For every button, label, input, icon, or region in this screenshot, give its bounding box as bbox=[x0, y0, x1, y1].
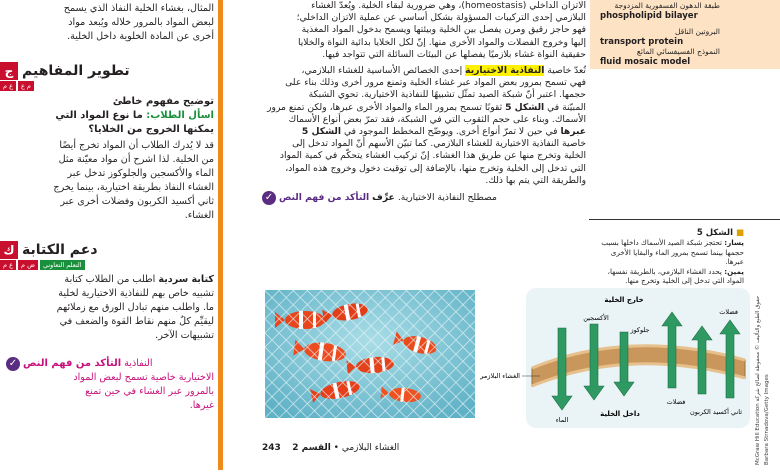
label-outside: خارج الخلية bbox=[604, 296, 644, 304]
vocab-english: transport protein bbox=[600, 37, 684, 47]
body-line: ليقيِّم كلٌ منهم نقاط القوة والضعف في bbox=[59, 316, 214, 327]
figure-title: ■ الشكل 5 bbox=[696, 228, 744, 238]
check-line: بالمرور عبر الغشاء في حين تمنع bbox=[85, 386, 214, 397]
section-k-tags bbox=[0, 260, 218, 270]
text-line: حجمها. اعتبر أنّ شبكة الصيد تمثّل تشبيهًا للنفاذية الاختيارية. تحوي الشبكة bbox=[308, 89, 586, 101]
text-span: المبيّنة في bbox=[547, 101, 586, 113]
text-line: التي تدخل إلى الخلية وتخرج منها، بالإضافة إلى توقيت دخول وخروج هذه المواد، bbox=[285, 162, 586, 174]
orange-divider bbox=[218, 0, 223, 470]
body-line: الماء والأكسجين والجلوكوز تدخل عبر bbox=[67, 168, 214, 179]
vocab-arabic: البروتين الناقل bbox=[674, 27, 720, 36]
text-line: إليها وخروج الفضلات والمواد الأخرى منها. إنّ لكل الخلايا بدائية النواة والخلايا bbox=[297, 36, 586, 48]
check-line: غيرها. bbox=[189, 400, 214, 411]
text-line: فهي تسمح بمرور بعض المواد عبر غشاء الخلية وتمنع مرور أخرى وذلك بناء على bbox=[285, 77, 586, 89]
label-co2: ثاني أكسيد الكربون bbox=[689, 408, 743, 416]
check-line: الاختيارية خاصية تسمح لبعض المواد bbox=[73, 372, 214, 383]
tag-cooperative: التعلم التعاوني bbox=[40, 260, 85, 270]
tag: ع م bbox=[0, 260, 16, 270]
caption-left-label: يسار: bbox=[724, 238, 744, 247]
check-verb: عرِّف bbox=[372, 191, 395, 203]
membrane-svg bbox=[480, 288, 750, 428]
text-line: الاتزان الداخلي (homeostasis)، وهي ضرورية لبقاء الخلية. ويُعدّ الغشاء bbox=[311, 0, 586, 11]
text-line: حقيقية النواة غشاء بلازميًا يفصلها عن البيئات السائلة التي تتواجد فيها. bbox=[322, 48, 586, 60]
check-text: النفاذية bbox=[124, 358, 153, 369]
label-water: الماء bbox=[555, 416, 569, 424]
vocab-english: phospholipid bilayer bbox=[600, 11, 698, 21]
vertical-credit bbox=[750, 250, 778, 470]
fish-net-photo bbox=[265, 290, 475, 418]
intro-paragraph bbox=[0, 2, 218, 44]
text-line: خاصية النفاذية الاختيارية للغشاء البلازمي. كما تبيّن الأسهم أنّ المواد تدخل إلى bbox=[292, 138, 586, 150]
text-span: تُعدّ خاصية bbox=[547, 65, 586, 77]
text-line: الخلية وتخرج منها عن طريق هذا الغشاء. إنّ تركيب الغشاء يتحكّم في كمية المواد bbox=[279, 150, 586, 162]
vocab-panel bbox=[590, 0, 780, 69]
text-line: فهو حاجز رقيق ومرن يفصل بين الخلية وبيئتها ويسمح بدخول المواد المغذية bbox=[301, 24, 586, 36]
tag: ع م bbox=[0, 81, 16, 91]
page-number: 243 bbox=[262, 443, 281, 453]
section-k-title bbox=[0, 241, 218, 259]
body-bold: كتابة سردية bbox=[158, 274, 214, 285]
vocab-english: fluid mosaic model bbox=[600, 57, 691, 67]
section-c-badge: ج bbox=[0, 62, 18, 80]
body-line: تشبيه خاص بهم للنفاذية الاختيارية لخلية bbox=[58, 288, 214, 299]
body-line: اطلب من الطلاب كتابة bbox=[64, 274, 156, 285]
section-concept bbox=[0, 62, 218, 223]
section-k-heading: دعم الكتابة bbox=[22, 242, 98, 258]
page-footer: 243 الغشاء البلازمي • القسم 2 bbox=[262, 443, 400, 453]
section-k-body bbox=[0, 273, 218, 343]
body-line: الغشاء. bbox=[184, 210, 214, 221]
vocab-arabic: طبقة الدهون الفسفورية المزدوجة bbox=[614, 1, 720, 10]
paragraph-homeostasis bbox=[262, 0, 586, 61]
tag: ض م bbox=[18, 260, 38, 270]
question-line: يمكنها الخروج من الخلايا؟ bbox=[88, 124, 214, 135]
section-title: الغشاء البلازمي bbox=[341, 443, 400, 453]
label-glucose: جلوكوز bbox=[630, 326, 650, 334]
body-line: تشبيهات الآخر. bbox=[155, 330, 214, 341]
text-line: والطريقة التي يتم بها ذلك. bbox=[485, 174, 586, 186]
check-text: مصطلح النفاذية الاختيارية. bbox=[397, 191, 497, 203]
section-c-subhead: توضيح مفهوم خاطئ bbox=[112, 96, 214, 107]
checkmark-icon: ✓ bbox=[6, 357, 20, 371]
section-c-heading: تطوير المفاهيم bbox=[22, 63, 130, 79]
fish-net-illustration bbox=[265, 290, 475, 418]
section-c-tags bbox=[0, 81, 218, 91]
label-membrane: الغشاء البلازمي bbox=[480, 372, 520, 380]
label-waste1: فضلات bbox=[719, 308, 738, 316]
text-span: ثقوبًا تسمح بمرور الماء والمواد الأخرى عبرها، ولكن تمنع مرور bbox=[267, 101, 503, 113]
highlighted-term: النفاذية الاختيارية bbox=[465, 65, 545, 77]
tag: م ع bbox=[18, 81, 34, 91]
photo-credit-line: Barbara Strnadova/Getty Images bbox=[764, 374, 770, 465]
section-writing bbox=[0, 241, 218, 343]
checkmark-icon: ✓ bbox=[262, 191, 276, 205]
vocabulary-box bbox=[590, 0, 780, 70]
label-waste2: فضلات bbox=[666, 398, 686, 406]
plasma-membrane-diagram bbox=[480, 288, 750, 428]
section-c-body bbox=[6, 139, 214, 223]
figure-ref: الشكل 5 bbox=[301, 126, 342, 138]
caption-right-label: يمين: bbox=[724, 266, 744, 276]
intro-line: أخرى عن المادة الخلوية داخل الخلية. bbox=[67, 31, 214, 42]
section-c-question bbox=[6, 109, 214, 123]
intro-line: لبعض المواد بالمرور خلاله ويُبعد مواد bbox=[68, 17, 214, 28]
body-line: من الخلية. لذا اشرح أن مواد معيّنة مثل bbox=[58, 154, 214, 165]
section-k-badge: ك bbox=[0, 241, 18, 259]
section-c-title bbox=[0, 62, 218, 80]
credit-line: McGraw Hill Education حقوق الطبع والتأليف © محفوظة لصالح شركة bbox=[755, 295, 761, 465]
teacher-column bbox=[0, 0, 218, 470]
label-oxygen: الأكسجين bbox=[583, 314, 609, 322]
text-line: البلازمي إحدى التركيبات المسؤولة بشكل أساسي عن عملية الاتزان الداخلي؛ bbox=[296, 12, 586, 24]
caption-rule bbox=[589, 219, 780, 220]
question-label: اسأل الطلاب: bbox=[146, 110, 214, 121]
center-check-understanding bbox=[262, 191, 586, 205]
paragraph-selective-permeability bbox=[262, 65, 586, 187]
text-bold: عبرها bbox=[560, 126, 586, 138]
text-line: الأسماك. وبناء على حجم الثقوب التي في الشبكة، فقد تمرّ بعض أنواع الأسماك bbox=[288, 113, 586, 125]
body-line: قد لا يُدرك الطلاب أن المواد تخرج أيضًا bbox=[59, 140, 214, 151]
caption-right-text: يحدد الغشاء البلازمي، بالطريقة نفسها، المواد التي تدخل إلى الخلية وتخرج منها. bbox=[607, 266, 744, 285]
label-inside: داخل الخلية bbox=[600, 410, 640, 418]
caption-left-text: تحتجز شبكة الصيد الأسماك داخلها بسبب حجمها بينما تسمح بمرور الماء والبقايا الأخرى عبرها. bbox=[601, 238, 744, 266]
body-line: الغشاء النفاذ بطريقة اختيارية، بينما يخرج bbox=[53, 182, 214, 193]
figure-ref: الشكل 5 bbox=[505, 101, 545, 113]
body-line: ما. واطلب منهم تبادل الورق مع زملائهم bbox=[56, 302, 214, 313]
text-span: إحدى الخصائص الأساسية للغشاء البلازمي، bbox=[301, 65, 463, 77]
text-span: في حين لا تمرّ أنواع أخرى. ويوضّح المخطط الموجود في bbox=[343, 126, 558, 138]
vocab-arabic: النموذج الفسيفسائي المائع bbox=[636, 47, 720, 56]
left-check-understanding bbox=[0, 357, 218, 413]
section-number: القسم 2 bbox=[292, 443, 331, 453]
body-line: ثاني أكسيد الكربون وفضلات أخرى عبر bbox=[60, 196, 214, 207]
intro-line: المثال، بغشاء الخلية النفاذ الذي يسمح bbox=[63, 3, 214, 14]
question-line: ما نوع المواد التي bbox=[55, 110, 143, 121]
check-title: التأكد من فهم النص bbox=[23, 358, 122, 369]
figure-caption bbox=[596, 228, 744, 286]
check-title: التأكد من فهم النص bbox=[279, 191, 370, 203]
